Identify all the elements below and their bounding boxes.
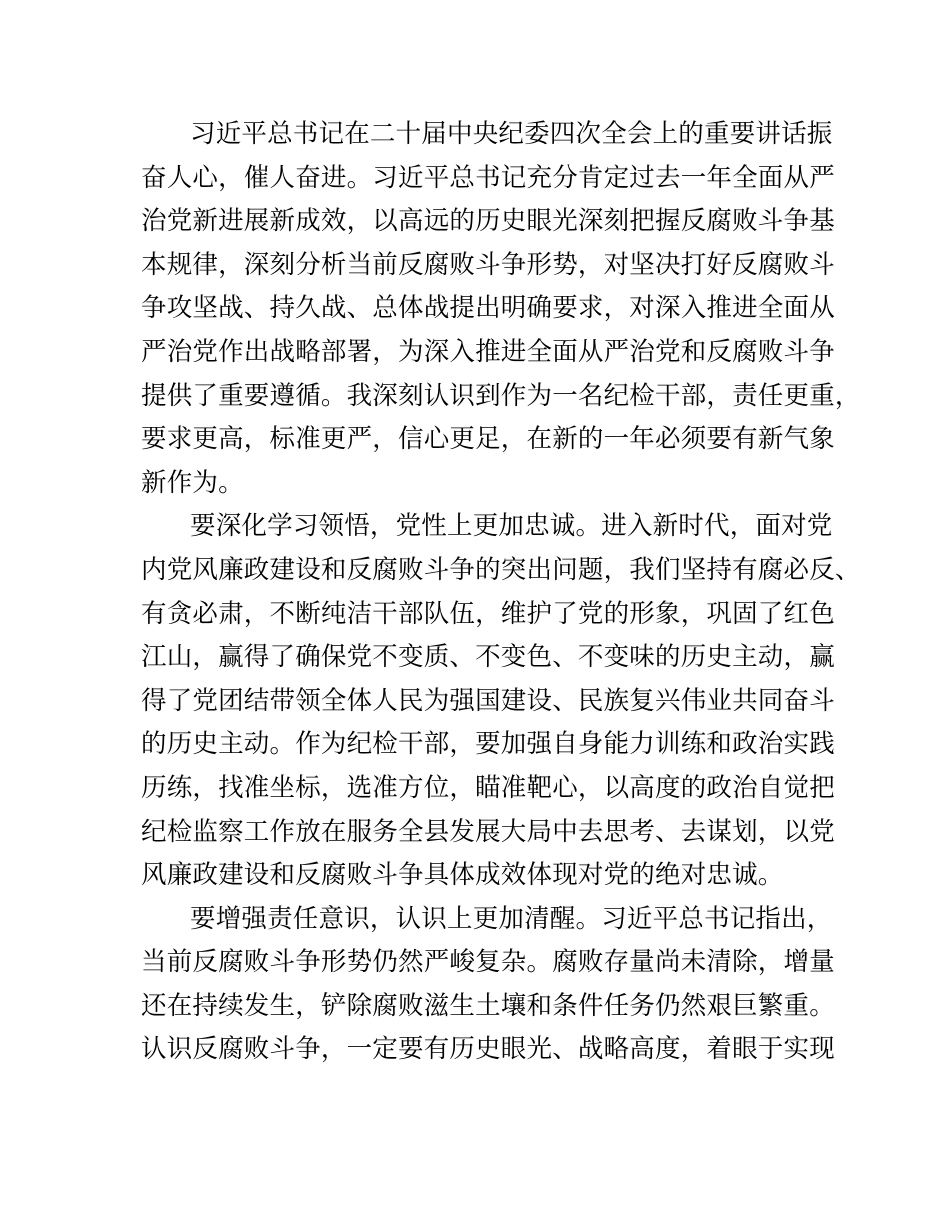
text-line: 要深化学习领悟，党性上更加忠诚。进入新时代，面对党	[190, 511, 833, 542]
paragraph-1	[141, 113, 861, 505]
paragraph-3	[141, 898, 835, 1072]
text-line: 要求更高，标准更严，信心更足，在新的一年必须要有新气象	[141, 424, 835, 455]
text-line: 奋人心，催人奋进。习近平总书记充分肯定过去一年全面从严	[141, 162, 835, 193]
text-line: 有贪必肃，不断纯洁干部队伍，维护了党的形象，巩固了红色	[141, 598, 835, 629]
text-line: 的历史主动。作为纪检干部，要加强自身能力训练和政治实践	[141, 729, 835, 760]
paragraph-2	[141, 505, 861, 897]
text-line: 当前反腐败斗争形势仍然严峻复杂。腐败存量尚未清除，增量	[141, 947, 835, 978]
text-line: 历练，找准坐标，选准方位，瞄准靶心，以高度的政治自觉把	[141, 772, 835, 803]
text-line: 得了党团结带领全体人民为强国建设、民族复兴伟业共同奋斗	[141, 685, 835, 716]
document-body	[141, 113, 861, 1072]
text-line: 争攻坚战、持久战、总体战提出明确要求，对深入推进全面从	[141, 293, 835, 324]
text-line: 严治党作出战略部署，为深入推进全面从严治党和反腐败斗争	[141, 336, 835, 367]
text-line: 新作为。	[141, 467, 244, 498]
text-line: 内党风廉政建设和反腐败斗争的突出问题，我们坚持有腐必反、	[141, 554, 861, 585]
text-line: 纪检监察工作放在服务全县发展大局中去思考、去谋划，以党	[141, 816, 835, 847]
text-line: 治党新进展新成效，以高远的历史眼光深刻把握反腐败斗争基	[141, 206, 835, 237]
text-line: 还在持续发生，铲除腐败滋生土壤和条件任务仍然艰巨繁重。	[141, 990, 835, 1021]
text-line: 提供了重要遵循。我深刻认识到作为一名纪检干部，责任更重，	[141, 380, 861, 411]
text-line: 认识反腐败斗争，一定要有历史眼光、战略高度，着眼于实现	[141, 1034, 835, 1065]
text-line: 江山，赢得了确保党不变质、不变色、不变味的历史主动，赢	[141, 642, 835, 673]
text-line: 习近平总书记在二十届中央纪委四次全会上的重要讲话振	[190, 119, 833, 149]
text-line: 要增强责任意识，认识上更加清醒。习近平总书记指出，	[190, 903, 833, 934]
text-line: 风廉政建设和反腐败斗争具体成效体现对党的绝对忠诚。	[141, 860, 784, 891]
text-line: 本规律，深刻分析当前反腐败斗争形势，对坚决打好反腐败斗	[141, 249, 835, 280]
